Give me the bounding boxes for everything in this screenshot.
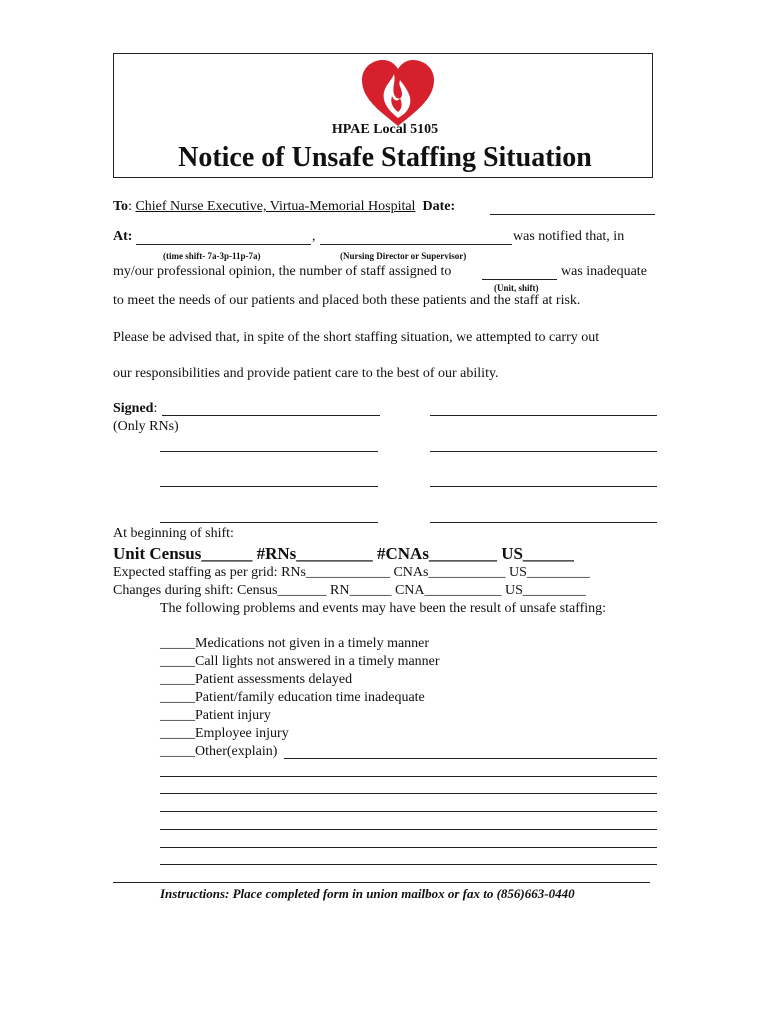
signature-line[interactable] <box>430 522 657 523</box>
problem-item: _____Patient/family education time inadequate <box>160 690 425 705</box>
explain-line[interactable] <box>160 793 657 794</box>
problem-item: _____Call lights not answered in a timely manner <box>160 654 440 669</box>
opinion-text: my/our professional opinion, the number of staff assigned to <box>113 264 452 279</box>
at-label: At: <box>113 229 133 244</box>
risk-text: to meet the needs of our patients and placed both these patients and the staff at risk. <box>113 293 581 308</box>
explain-line[interactable] <box>160 864 657 865</box>
problem-item: _____Medications not given in a timely manner <box>160 636 430 651</box>
signature-line[interactable] <box>160 451 378 452</box>
advise-text-2: our responsibilities and provide patient care to the best of our ability. <box>113 366 499 381</box>
beginning-shift-label: At beginning of shift: <box>113 526 234 541</box>
divider <box>113 882 650 883</box>
date-field[interactable] <box>490 214 655 215</box>
signature-line[interactable] <box>430 415 657 416</box>
instructions: Instructions: Place completed form in union mailbox or fax to (856)663-0440 <box>160 886 575 901</box>
inadequate-text: was inadequate <box>561 264 647 279</box>
time-shift-hint: (time shift- 7a-3p-11p-7a) <box>163 251 261 261</box>
signature-line[interactable] <box>430 451 657 452</box>
census-line: Unit Census______ #RNs_________ #CNAs________ US______ <box>113 544 574 563</box>
expected-staffing-line: Expected staffing as per grid: RNs____________ CNAs___________ US_________ <box>113 565 590 580</box>
explain-line[interactable] <box>284 758 657 759</box>
notified-text: was notified that, in <box>513 229 625 244</box>
explain-line[interactable] <box>160 829 657 830</box>
signature-line[interactable] <box>160 522 378 523</box>
time-shift-field[interactable] <box>136 244 311 245</box>
problem-item-other: _____Other(explain) <box>160 744 278 759</box>
supervisor-hint: (Nursing Director or Supervisor) <box>340 251 467 261</box>
problem-item: _____Patient injury <box>160 708 271 723</box>
unit-shift-field[interactable] <box>482 279 557 280</box>
to-line: To: Chief Nurse Executive, Virtua-Memorial Hospital Date: <box>113 199 456 214</box>
problem-item: _____Patient assessments delayed <box>160 672 353 687</box>
advise-text-1: Please be advised that, in spite of the short staffing situation, we attempted to carry out <box>113 330 600 345</box>
only-rns-note: (Only RNs) <box>113 419 179 434</box>
changes-during-shift-line: Changes during shift: Census_______ RN______ CNA___________ US_________ <box>113 583 586 598</box>
to-recipient: Chief Nurse Executive, Virtua-Memorial Hospital <box>135 199 416 214</box>
problem-item: _____Employee injury <box>160 726 289 741</box>
explain-line[interactable] <box>160 811 657 812</box>
hpae-heart-logo <box>358 58 438 128</box>
signature-line[interactable] <box>160 486 378 487</box>
org-name: HPAE Local 5105 <box>331 122 439 137</box>
signed-label: Signed: <box>113 401 158 416</box>
form-title: Notice of Unsafe Staffing Situation <box>178 142 592 173</box>
signature-line[interactable] <box>162 415 380 416</box>
problems-intro: The following problems and events may have been the result of unsafe staffing: <box>160 601 607 616</box>
date-label: Date: <box>422 199 456 214</box>
explain-line[interactable] <box>160 847 657 848</box>
explain-line[interactable] <box>160 776 657 777</box>
unit-shift-hint: (Unit, shift) <box>494 283 539 293</box>
supervisor-field[interactable] <box>320 244 512 245</box>
signature-line[interactable] <box>430 486 657 487</box>
comma: , <box>312 229 316 244</box>
to-label: To <box>113 199 129 214</box>
